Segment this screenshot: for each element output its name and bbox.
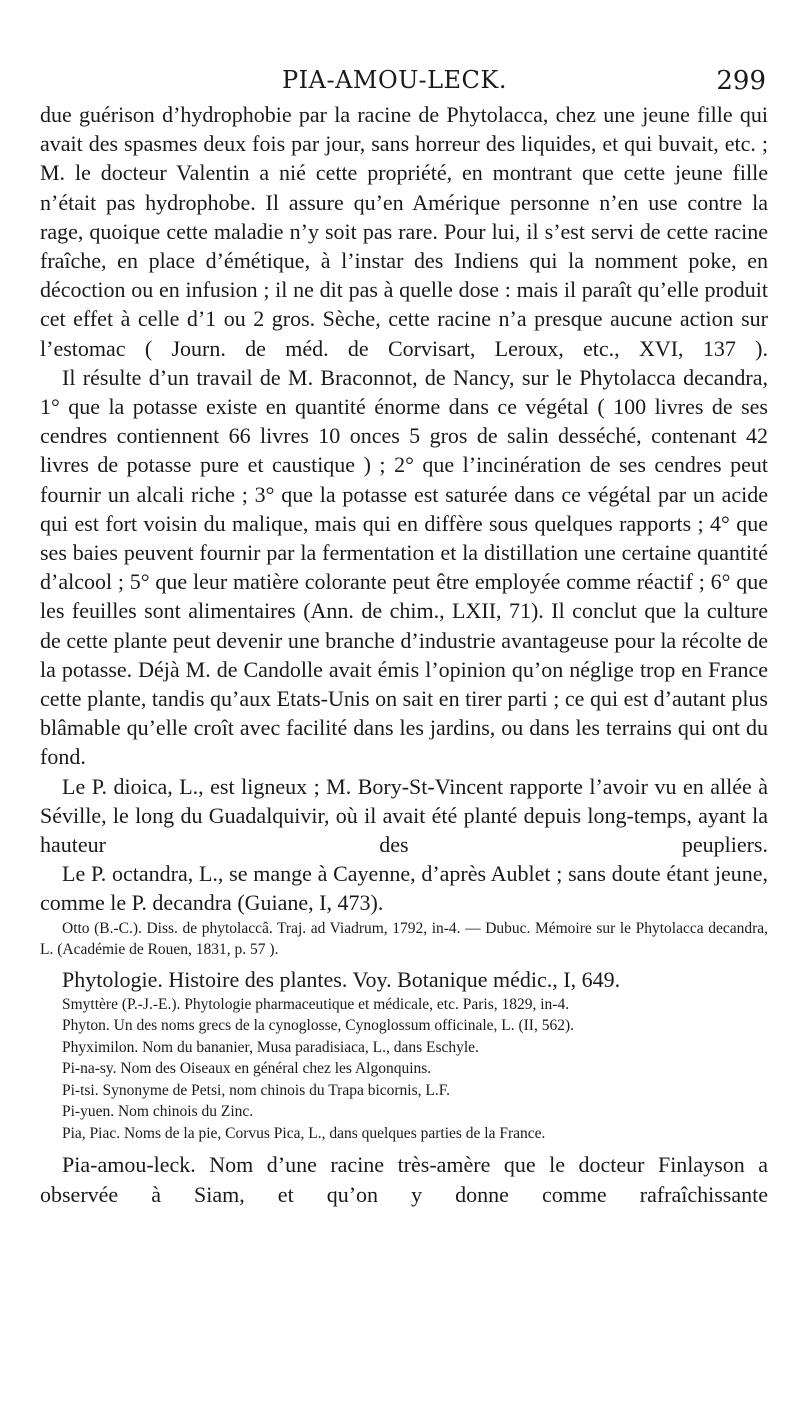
bibliography-smyttere: Smyttère (P.-J.-E.). Phytologie pharmaceutique et médicale, etc. Paris, 1829, in-4. [62, 995, 570, 1013]
entry-phyximilon: Phyximilon. Nom du bananier, Musa paradisiaca, L., dans Eschyle. [62, 1038, 479, 1056]
page-number: 299 [716, 66, 766, 96]
running-head: PIA-AMOU-LECK. [282, 66, 507, 94]
page-body [40, 100, 768, 1209]
entry-pi-tsi: Pi-tsi. Synonyme de Petsi, nom chinois du Trapa bicornis, L.F. [62, 1081, 450, 1099]
entry-pi-yuen: Pi-yuen. Nom chinois du Zinc. [62, 1103, 254, 1121]
paragraph-braconnot: Il résulte d’un travail de M. Braconnot, de Nancy, sur le Phytolacca decandra, 1° que la potasse existe en quantité énorme dans ce végétal ( 100 livres de ses cendres contiennent 66 livres 10 onces 5 gros de salin desséché, contenant 42 livres de potasse pure et caustique ) ; 2° que l’incinération de ses cendres peut fournir un alcali riche ; 3° que la potasse est saturée dans ce végétal par un acide qui est fort voisin du malique, mais qui en diffère sous quelques rapports ; 4° que ses baies peuvent fournir par la fermentation et la distillation une certaine quantité d’alcool ; 5° que leur matière colorante peut être employée comme réactif ; 6° que les feuilles sont alimentaires (Ann. de chim., LXII, 71). Il conclut que la culture de cette plante peut devenir une branche d’industrie avantageuse pour la récolte de la potasse. Déjà M. de Candolle avait émis l’opinion qu’on néglige trop en France cette plante, tandis qu’aux Etats-Unis on sait en tirer parti ; ce qui est d’autant plus blâmable qu’elle croît avec facilité dans les jardins, ou dans les terrains qui ont du fond. [40, 364, 768, 770]
paragraph-phytolacca-valentin: due guérison d’hydrophobie par la racine de Phytolacca, chez une jeune fille qui avait des spasmes deux fois par jour, sans horreur des liquides, et qui buvait, etc. ; M. le docteur Valentin a nié cette propriété, en montrant que cette jeune fille n’était pas hydrophobe. Il assure qu’en Amérique personne n’en use contre la rage, quoique cette maladie n’y soit pas rare. Pour lui, il s’est servi de cette racine fraîche, en place d’émétique, à l’instar des Indiens qui la nomment poke, en décoction ou en infusion ; il ne dit pas à quelle dose : mais il paraît qu’elle produit cet effet à celle d’1 ou 2 gros. Sèche, cette racine n’a presque aucune action sur l’estomac ( Journ. de méd. de Corvisart, Leroux, etc., XVI, 137 ). [40, 102, 768, 361]
entry-pia-amou-leck: Pia-amou-leck. Nom d’une racine très-amère que le docteur Finlayson a observée à Siam, et qu’on y donne comme rafraîchissante [40, 1152, 768, 1207]
paragraph-dioica: Le P. dioica, L., est ligneux ; M. Bory-St-Vincent rapporte l’avoir vu en allée à Séville, le long du Guadalquivir, où il avait été planté depuis long-temps, ayant la hauteur des peupliers. [40, 773, 768, 858]
bibliography-otto-dubuc: Otto (B.-C.). Diss. de phytolaccâ. Traj. ad Viadrum, 1792, in-4. — Dubuc. Mémoire sur le Phytolacca decandra, L. (Académie de Rouen, 1831, p. 57 ). [40, 919, 768, 959]
paragraph-octandra: Le P. octandra, L., se mange à Cayenne, d’après Aublet ; sans doute étant jeune, comme le P. decandra (Guiane, I, 473). [40, 861, 768, 916]
entry-pi-na-sy: Pi-na-sy. Nom des Oiseaux en général chez les Algonquins. [62, 1060, 432, 1078]
entry-phytologie: Phytologie. Histoire des plantes. Voy. Botanique médic., I, 649. [62, 966, 621, 992]
page-header [0, 66, 800, 100]
entry-pia-piac: Pia, Piac. Noms de la pie, Corvus Pica, L., dans quelques parties de la France. [62, 1124, 546, 1142]
entry-phyton: Phyton. Un des noms grecs de la cynoglosse, Cynoglossum officinale, L. (II, 562). [62, 1017, 574, 1035]
